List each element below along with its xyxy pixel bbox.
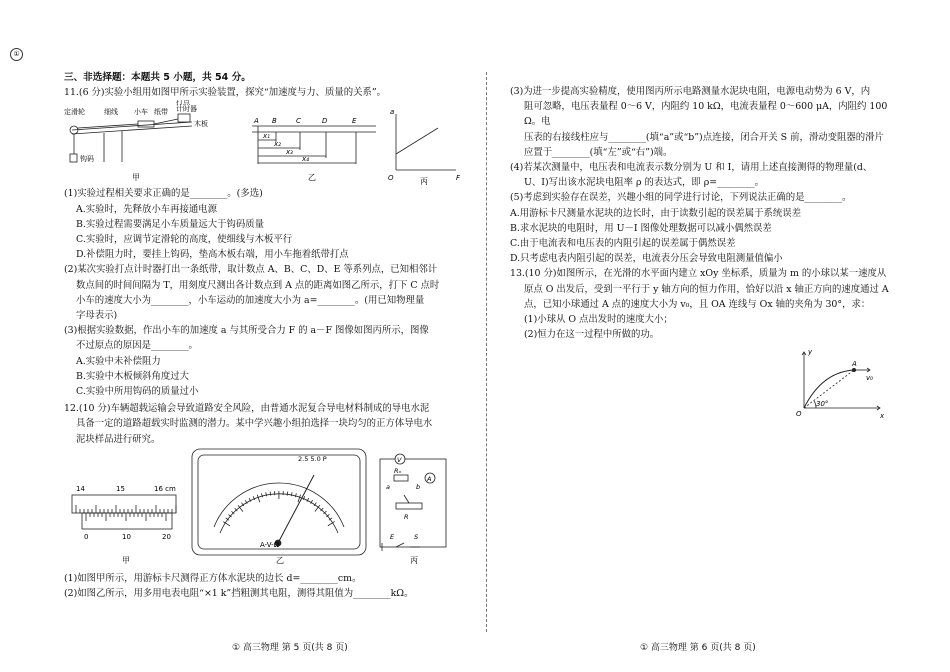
q12-part2: (2)如图乙所示，用多用电表电阻“×1 k”挡粗测其电阻，测得其阻值为________kΩ。 (64, 588, 414, 600)
vernier-caliper (72, 495, 176, 529)
scale-tick (291, 492, 292, 496)
dist-x4: x₄ (302, 155, 309, 164)
caliper-num-15: 15 (116, 484, 125, 493)
axis-a: a (390, 108, 395, 117)
circuit-voltmeter: V (397, 455, 402, 464)
label-fig-bing: 丙 (420, 177, 428, 187)
q12-figures (64, 447, 464, 571)
label-board: 木板 (194, 120, 208, 129)
axis-x: x (880, 412, 885, 421)
q11-part1: (1)实验过程相关要求正确的是________。(多选) (64, 188, 263, 200)
point-e: E (352, 117, 357, 126)
label-timer-2: 计时器 (176, 105, 197, 114)
scale-tick (261, 493, 262, 497)
scale-tick (287, 491, 288, 495)
q11-figure-svg (64, 100, 464, 186)
caliper-num-16: 16 cm (154, 484, 176, 493)
tape-figure (252, 126, 376, 164)
vernier-num-0: 0 (84, 532, 89, 541)
q13-stem-line: 点，已知小球通过 A 点的速度大小为 v₀，且 OA 连线与 Ox 轴的夹角为 30°，求： (524, 298, 871, 310)
q12-part3-line: (3)为进一步提高实验精度，使用图丙所示电路测量水泥块电阻，电源电动势为 6 V，内 (510, 86, 871, 97)
circuit-e: E (390, 532, 395, 541)
q11-part2-line: 小车的速度大小为________，小车运动的加速度大小为 a=________。(用已知物理量 (76, 294, 425, 306)
label-fig-yi-2: 乙 (276, 555, 284, 565)
q11-figures (64, 100, 464, 186)
footer-left: ① 高三物理 第 5 页(共 8 页) (232, 643, 348, 653)
q11-p3-option-c: C.实验中所用钩码的质量过小 (76, 386, 199, 398)
circuit-ammeter: A (427, 474, 432, 483)
q13-figure-svg (510, 342, 896, 422)
q11-stem: 11.(6 分)实验小组用如图甲所示实验装置，探究“加速度与力、质量的关系”。 (64, 87, 387, 99)
q12-part3-line: 压表的右接线柱应与________(填“a”或“b”)点连接，闭合开关 S 前，滑动变阻器的滑片 (524, 131, 884, 143)
q11-p3-option-a: A.实验中未补偿阻力 (76, 355, 161, 367)
q13-figure (510, 342, 896, 422)
meter-label: A-V-Ω (260, 540, 280, 549)
q12-p5-option-c: C.由于电流表和电压表的内阻引起的误差属于偶然误差 (510, 238, 736, 250)
scale-tick (266, 492, 267, 496)
q12-p5-option-a: A.用游标卡尺测量水泥块的边长时，由于读数引起的误差属于系统误差 (510, 207, 802, 219)
q12-stem-line: 具备一定的道路超载实时监测的潜力。某中学兴趣小组拍选择一块均匀的正方体导电水 (76, 418, 433, 430)
circuit-rx: Rₓ (394, 466, 402, 475)
label-fig-bing-2: 丙 (410, 555, 418, 565)
circuit-s: S (414, 532, 419, 541)
q11-option-b: B.实验过程需要满足小车质量远大于钩码质量 (76, 218, 264, 230)
q12-figure-svg (64, 447, 464, 571)
section-title: 三、非选择题：本题共 5 小题，共 54 分。 (64, 72, 251, 83)
q12-part5: (5)考虑到实验存在误差，兴趣小组的同学进行讨论，下列说法正确的是________。 (510, 192, 852, 204)
label-timer-1: 打点 (176, 100, 190, 107)
axis-origin: O (388, 174, 394, 183)
q12-part1: (1)如图甲所示，用游标卡尺测得正方体水泥块的边长 d=________cm。 (64, 572, 362, 584)
scale-tick (257, 495, 260, 503)
origin-o: O (796, 410, 802, 419)
vernier-num-10: 10 (122, 532, 131, 541)
q11-part2-line: 字母表示) (76, 310, 118, 322)
q13-stem-line: 原点 O 出发后，受到一平行于 y 轴方向的恒力作用，恰好以沿 x 轴正方向的速度通过 A (524, 283, 889, 295)
column-divider (486, 72, 487, 632)
q13-stem-line: 13.(10 分)如图所示，在光滑的水平面内建立 xOy 坐标系，质量为 m 的小球以某一速度从 (510, 268, 887, 280)
q12-p5-option-b: B.求水泥块的电阻时，用 U－I 图像处理数据可以减小偶然误差 (510, 222, 772, 234)
angle-label: 30° (816, 400, 829, 409)
q13-sub-2: (2)恒力在这一过程中所做的功。 (524, 329, 660, 341)
q11-option-c: C.实验时，应调节定滑轮的高度，使细线与木板平行 (76, 234, 293, 246)
label-weight: 钩码 (80, 155, 94, 164)
right-column (510, 84, 896, 422)
q11-part1-options (64, 202, 464, 263)
label-pulley: 定滑轮 (64, 108, 85, 117)
q12-p5-option-d: D.只考虑电表内阻引起的误差，电流表分压会导致电阻测量值偏小 (510, 253, 783, 265)
q11-part3-line: (3)根据实验数据，作出小车的加速度 a 与其所受合力 F 的 a－F 图像如图丙所示，图像 (64, 325, 429, 337)
dist-x3: x₃ (286, 148, 293, 157)
page-corner-mark: ① (10, 48, 23, 61)
q12-part5-options (510, 206, 896, 267)
scale-tick (295, 493, 296, 497)
circuit-r: R (404, 512, 409, 521)
q12-part4-line: U、I)写出该水泥块电阻率 ρ 的表达式，即 ρ=________。 (524, 177, 764, 189)
scale-tick (270, 491, 271, 495)
q12-part4-line: (4)若某次测量中，电压表和电流表示数分别为 U 和 I，请用上述直接测得的物理量(d、 (510, 162, 873, 174)
label-string: 细线 (104, 108, 118, 117)
q12-stem-line: 12.(10 分)车辆超载运输会导致道路安全风险，由普通水泥复合导电材料制成的导电水泥 (64, 403, 430, 415)
q11-part3-options (64, 354, 464, 400)
label-fig-jia-2: 甲 (122, 555, 130, 565)
q11-part3-line: 不过原点的原因是________。 (76, 340, 198, 352)
point-d: D (322, 117, 328, 126)
left-column (64, 70, 464, 601)
circuit-a-point: a (386, 482, 390, 491)
vernier-num-20: 20 (162, 532, 171, 541)
q12-part3-line: 应置于________(填“左”或“右”)端。 (524, 146, 673, 158)
q11-part2-line: (2)某次实验打点计时器打出一条纸带，取计数点 A、B、C、D、E 等系列点，已知相邻计 (64, 264, 438, 276)
velocity-v0: v₀ (866, 374, 873, 383)
q11-option-a: A.实验时，先释放小车再接通电源 (76, 203, 218, 215)
point-b: B (272, 117, 277, 126)
q12-part3-line: 阻可忽略，电压表量程 0～6 V，内阻约 10 kΩ，电流表量程 0～600 μA，内阻约 100 Ω。电 (524, 101, 888, 128)
q11-option-d: D.补偿阻力时，要挂上钩码，垫高木板右端，用小车拖着纸带打点 (76, 249, 349, 261)
meter-top-scale: 2.5 5.0 P (298, 454, 327, 463)
q12-stem-line: 泥块样品进行研究。 (76, 433, 161, 445)
dist-x1: x₁ (263, 132, 270, 141)
axis-y: y (808, 348, 813, 357)
label-tape: 纸带 (154, 108, 168, 117)
af-graph (396, 114, 456, 170)
point-a: A (254, 117, 259, 126)
q13-sub-1: (1)小球从 O 点出发时的速度大小； (524, 314, 673, 326)
label-fig-yi: 乙 (308, 173, 316, 183)
dist-x2: x₂ (274, 140, 281, 149)
circuit-b-point: b (416, 482, 421, 491)
multimeter-dial (192, 449, 366, 555)
q11-p3-option-b: B.实验中木板倾斜角度过大 (76, 370, 189, 382)
point-c: C (296, 117, 301, 126)
caliper-num-14: 14 (76, 484, 85, 493)
label-cart: 小车 (134, 108, 148, 117)
point-a-label: A (852, 360, 857, 369)
q11-part2-line: 数点间的时间间隔为 T，用刻度尺测出各计数点到 A 点的距离如图乙所示，打下 C 点时 (76, 279, 440, 291)
axis-f: F (456, 174, 461, 183)
footer-right: ① 高三物理 第 6 页(共 8 页) (640, 643, 756, 653)
label-fig-jia: 甲 (132, 173, 140, 183)
